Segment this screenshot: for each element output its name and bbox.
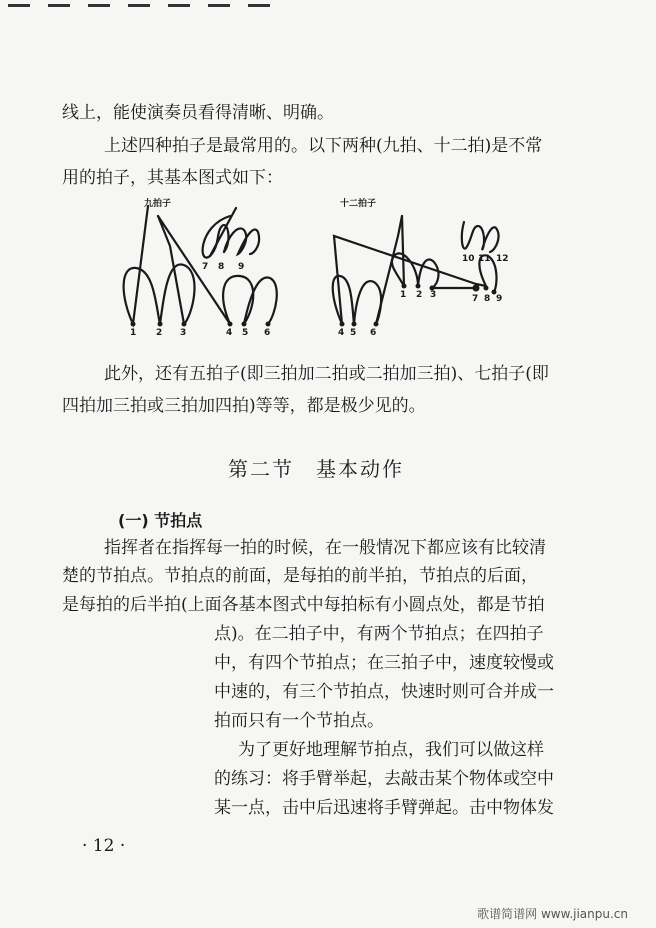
beat-dot [402,284,407,289]
body-line: 中速的，有三个节拍点，快速时则可合并成一 [214,682,554,702]
beat-number: 7 [472,294,479,304]
text-line-2: 上述四种拍子是最常用的。以下两种(九拍、十二拍)是不常 [104,136,543,156]
beat-dot [228,322,233,327]
dash-mark [88,4,110,7]
beat-number: 4 [338,328,345,338]
body-line: 点)。在二拍子中，有两个节拍点；在四拍子 [214,624,544,644]
beat-dot [416,284,421,289]
beat-number: 4 [226,328,233,338]
beat-number: 10 [462,254,475,264]
beat-number: 11 [478,254,491,264]
body-line: 是每拍的后半拍(上面各基本图式中每拍标有小圆点处，都是节拍 [62,595,545,615]
text-line-4: 此外，还有五拍子(即三拍加二拍或二拍加三拍)、七拍子(即 [104,364,549,384]
page-number: · 12 · [82,836,126,856]
body-line: 为了更好地理解节拍点，我们可以做这样 [238,740,544,760]
beat-number: 6 [370,328,377,338]
twelve-beat-label: 十二拍子 [340,199,377,209]
beat-number: 1 [130,328,137,338]
body-line: 楚的节拍点。节拍点的前面，是每拍的前半拍，节拍点的后面， [62,566,538,586]
beat-number: 3 [180,328,187,338]
beat-dot [374,322,379,327]
watermark: 歌谱简谱网 www.jianpu.cn [477,907,628,921]
beat-dot [131,322,136,327]
beat-number: 6 [264,328,271,338]
body-line: 拍而只有一个节拍点。 [214,711,384,731]
dash-mark [208,4,230,7]
body-line: 某一点，击中后迅速将手臂弹起。击中物体发 [214,798,554,818]
dash-mark [48,4,70,7]
text-line-5: 四拍加三拍或三拍加四拍)等等，都是极少见的。 [62,396,426,416]
nine-beat-diagram [118,196,288,346]
beat-number: 1 [400,290,407,300]
dash-mark [8,4,30,7]
beat-number: 5 [350,328,357,338]
beat-number: 3 [430,290,437,300]
beat-number: 9 [496,294,503,304]
twelve-beat-diagram [326,196,526,346]
subsection-title: (一) 节拍点 [118,511,203,530]
beat-dot [340,322,345,327]
beat-number: 9 [238,262,245,272]
text-line-1: 线上，能使演奏员看得清晰、明确。 [62,103,334,123]
dash-mark [248,4,270,7]
beat-number: 8 [218,262,225,272]
text-line-3: 用的拍子，其基本图式如下： [62,168,283,188]
beat-number: 8 [484,294,491,304]
body-line: 的练习：将手臂举起，去敲击某个物体或空中 [214,769,554,789]
nine-beat-label: 九拍子 [144,199,172,209]
dash-mark [168,4,190,7]
beat-number: 2 [416,290,423,300]
dash-mark [128,4,150,7]
beat-dot [352,322,357,327]
twelve-beat-pattern [326,196,526,346]
beat-dot [242,322,247,327]
beat-dot [158,322,163,327]
body-line: 中，有四个节拍点；在三拍子中，速度较慢或 [214,653,554,673]
beat-number: 2 [156,328,163,338]
top-dash-marks [8,4,288,7]
beat-number: 12 [496,254,509,264]
beat-dot [473,285,480,292]
beat-number: 5 [242,328,249,338]
beat-dot [484,286,489,291]
body-line: 指挥者在指挥每一拍的时候，在一般情况下都应该有比较清 [104,538,546,558]
section-title: 第二节 基本动作 [228,457,404,481]
beat-dot [266,322,271,327]
beat-dot [182,322,187,327]
beat-number: 7 [202,262,209,272]
